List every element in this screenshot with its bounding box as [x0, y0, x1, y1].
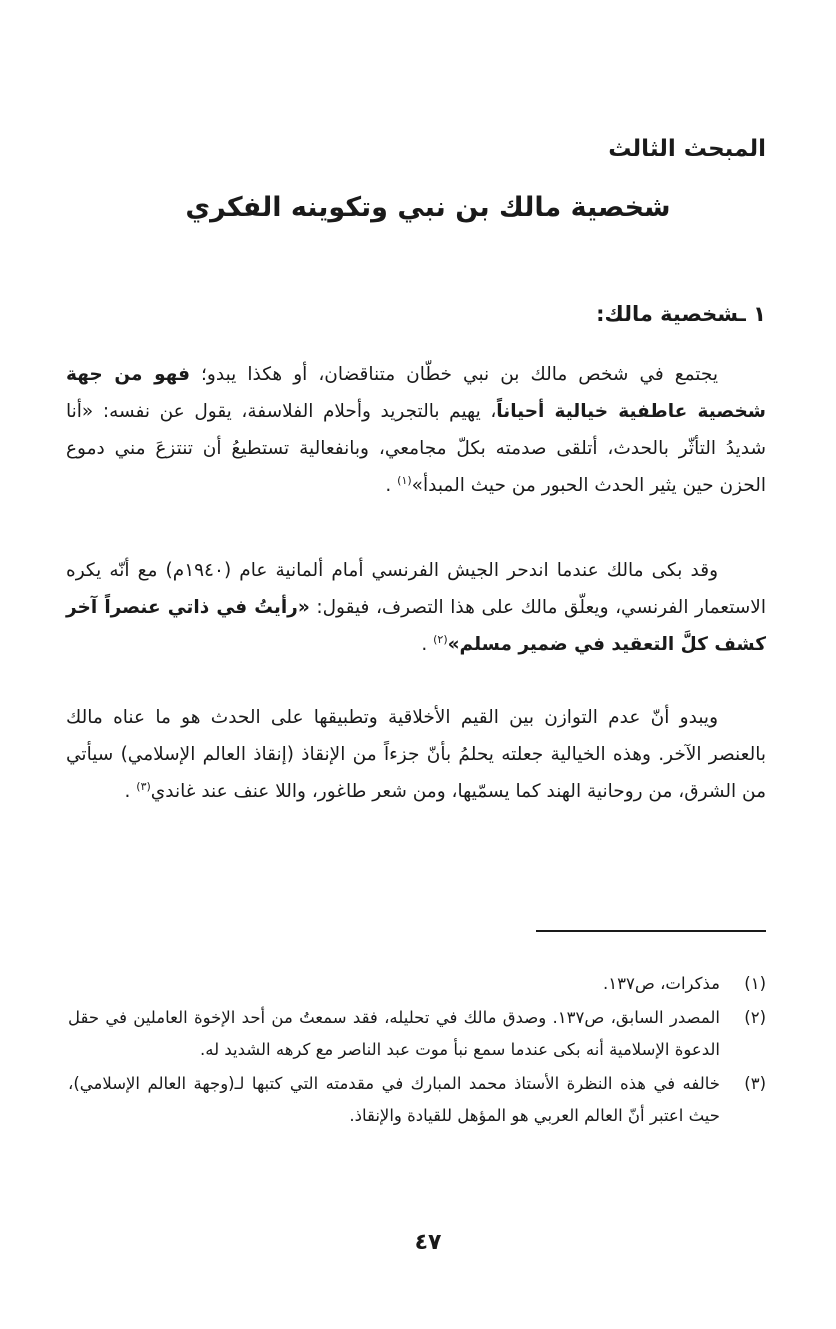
footnote-number: (٢)	[744, 1008, 766, 1027]
paragraph-end: .	[421, 634, 428, 655]
emphasis-quote: «رأيتُ في ذاتي عنصراً آخر كشف كلَّ التعقيد في ضمير مسلم»	[66, 597, 766, 655]
paragraph-text: ويبدو أنّ عدم التوازن بين القيم الأخلاقية وتطبيقها على الحدث هو ما عناه مالك بالعنصر الآخر. وهذه الخيالية جعلته يحلمُ بأنّ جزءاً من الإنقاذ (إنقاذ العالم الإسلامي) سيأتي من الشرق، من روحانية الهند كما يسمّيها، ومن شعر طاغور، واللا عنف عند غاندي	[66, 707, 766, 802]
paragraph-end: .	[385, 475, 392, 496]
footnote-ref[interactable]: (١)	[397, 473, 412, 487]
footnotes	[68, 968, 766, 1134]
footnote-ref[interactable]: (٢)	[433, 632, 448, 646]
paragraph-1	[66, 356, 766, 504]
footnote-3	[68, 1068, 766, 1132]
subheading: ١ ـشخصية مالك:	[596, 302, 766, 326]
footnote-separator	[536, 930, 766, 932]
footnote-number: (١)	[744, 974, 766, 993]
section-label: المبحث الثالث	[608, 136, 766, 162]
footnote-number: (٣)	[744, 1074, 766, 1093]
chapter-title: شخصية مالك بن نبي وتكوينه الفكري	[185, 192, 671, 223]
footnote-ref[interactable]: (٣)	[136, 779, 151, 793]
footnote-1	[68, 968, 766, 1000]
paragraph-end: .	[124, 781, 131, 802]
paragraph-text: وقد بكى مالك عندما اندحر الجيش الفرنسي أمام ألمانية عام (١٩٤٠م) مع أنّه يكره الاستعمار الفرنسي، ويعلّق مالك على هذا التصرف، فيقول:	[66, 560, 766, 618]
paragraph-3	[66, 699, 766, 810]
paragraph-text: ، يهيم بالتجريد وأحلام الفلاسفة، يقول عن نفسه: «أنا شديدُ التأثّر بالحدث، أتلقى صدمته بكلّ مجامعي، وبانفعالية تستطيعُ أن تنتزعَ مني دموع الحزن حين يثير الحدث الحبور من حيث المبدأ»	[66, 401, 766, 496]
footnote-text: خالفه في هذه النظرة الأستاذ محمد المبارك في مقدمته التي كتبها لـ(وجهة العالم الإسلامي)، حيث اعتبر أنّ العالم العربي هو المؤهل للقيادة والإنقاذ.	[68, 1074, 720, 1125]
paragraph-2	[66, 552, 766, 663]
page-number: ٤٧	[414, 1230, 442, 1255]
footnote-2	[68, 1002, 766, 1066]
footnote-text: مذكرات، ص١٣٧.	[603, 974, 720, 993]
paragraph-text: يجتمع في شخص مالك بن نبي خطّان متناقضان، أو هكذا يبدو؛	[190, 364, 718, 385]
emphasis-text: فهو من جهة شخصية عاطفية خيالية أحياناً	[66, 364, 767, 422]
footnote-text: المصدر السابق، ص١٣٧. وصدق مالك في تحليله، فقد سمعتُ من أحد الإخوة العاملين في حقل الدعوة الإسلامية أنه بكى عندما سمع نبأ موت عبد الناصر مع كرهه الشديد له.	[68, 1008, 720, 1059]
